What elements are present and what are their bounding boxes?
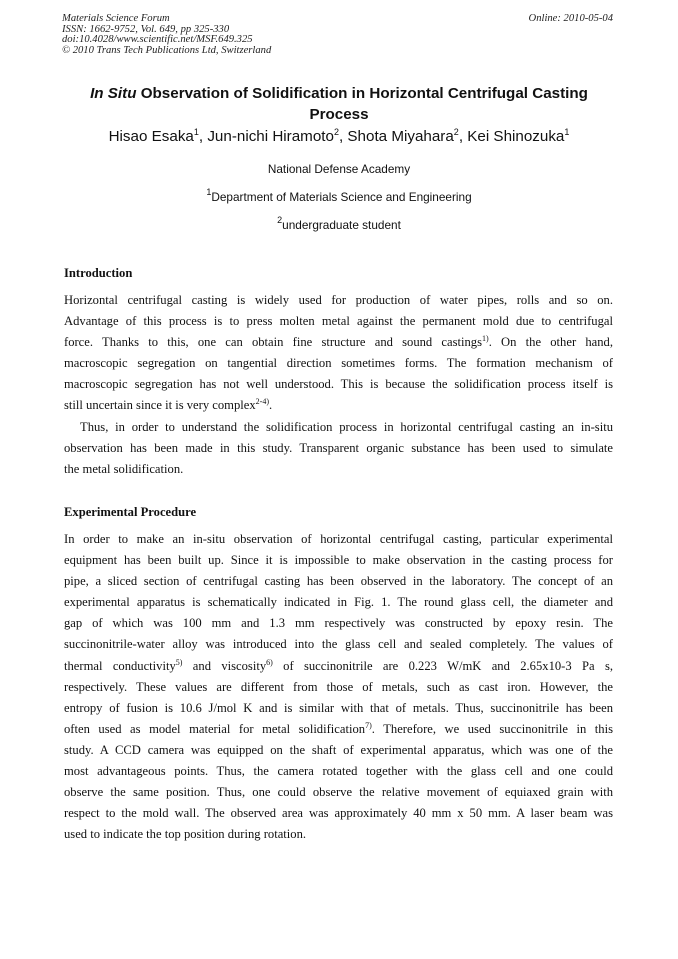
text-line: Horizontal centrifugal casting is widely used for production of water pipes, rolls and so on.	[64, 293, 613, 307]
student-note: undergraduate student	[282, 218, 401, 232]
affiliation-student	[40, 215, 638, 232]
author-affiliation-mark: 1	[564, 127, 570, 137]
text-line: gap of which was 100 mm and 1.3 mm respectively was constructed by epoxy resin. The	[64, 616, 613, 631]
text-line: most advantageous points. Thus, the camera rotated together with the glass cell and one could	[64, 764, 613, 779]
title-italic: In Situ	[90, 85, 137, 102]
journal-name: Materials Science Forum	[62, 13, 170, 24]
experimental-paragraph	[64, 529, 613, 845]
affiliation-department	[40, 187, 638, 204]
text-line: force. Thanks to this, one can obtain fine structure and sound castings$^{1)}$. On the other hand,	[64, 334, 613, 350]
author-affiliation-mark: 2	[333, 127, 339, 137]
author-name: Jun-nichi Hiramoto	[207, 128, 334, 145]
affiliation-mark: 2	[277, 215, 283, 225]
text-line: pipe, a sliced section of centrifugal casting has been observed in the laboratory. The concept of an	[64, 574, 613, 589]
text-line: Advantage of this process is to press molten metal against the permanent mold due to centrifugal	[64, 314, 613, 329]
author-name: Kei Shinozuka	[467, 128, 565, 145]
text-line: equipment has been built up. Since it is impossible to make observation in the casting process for	[64, 553, 613, 568]
citation-ref: 2-4)	[255, 397, 269, 407]
citation-ref: 1)	[482, 334, 489, 344]
online-date: Online: 2010-05-04	[528, 13, 613, 24]
text-line: observation has been made in this study. Transparent organic substance has been used to simulate	[64, 441, 613, 456]
paper-title	[40, 83, 638, 125]
text-line: macroscopic segregation on tangential direction sometimes forms. The formation mechanism of	[64, 356, 613, 371]
text-line: respect to the mold wall. The observed area was approximately 40 mm x 50 mm. A laser beam was	[64, 806, 613, 821]
affiliation-institution: National Defense Academy	[267, 162, 411, 176]
text-line: Thus, in order to understand the solidification process in horizontal centrifugal casting an in-situ	[80, 420, 613, 434]
author-list: Hisao Esaka$^1$, Jun-nichi Hiramoto$^2$, Shota Miyahara$^2$, Kei Shinozuka$^1$	[108, 127, 570, 145]
text-line: the metal solidification.	[64, 462, 184, 477]
journal-copyright: © 2010 Trans Tech Publications Ltd, Switzerland	[62, 44, 272, 56]
text-line: still uncertain since it is very complex$^{2-4)}$.	[64, 397, 273, 413]
section-heading-introduction: Introduction	[64, 266, 133, 280]
section-heading-experimental: Experimental Procedure	[64, 505, 197, 519]
text-line: experimental apparatus is schematically indicated in Fig. 1. The round glass cell, the diameter and	[64, 595, 613, 610]
affiliation-mark: 1	[206, 187, 212, 197]
text-line: In order to make an in-situ observation of horizontal centrifugal casting, particular experimental	[64, 532, 613, 546]
text-line: used to indicate the top position during rotation.	[64, 827, 307, 842]
author-affiliation-mark: 1	[193, 127, 199, 137]
citation-ref: 7)	[365, 720, 372, 730]
text-line: study. A CCD camera was equipped on the shaft of experimental apparatus, which was one of the	[64, 742, 613, 757]
journal-doi: doi:10.4028/www.scientific.net/MSF.649.325	[62, 34, 253, 46]
department-name: Department of Materials Science and Engineering	[211, 190, 472, 204]
text-line: macroscopic segregation has not well understood. This is because the solidification process itself is	[64, 377, 613, 392]
text-line: succinonitrile-water alloy was introduced into the glass cell and sealed completely. The values of	[64, 637, 613, 652]
citation-ref: 6)	[266, 657, 273, 667]
journal-header	[62, 14, 271, 56]
intro-paragraph-1	[64, 290, 613, 417]
journal-issn: ISSN: 1662-9752, Vol. 649, pp 325-330	[62, 23, 230, 35]
text-line: entropy of fusion is 10.6 J/mol K and is similar with that of metals. Thus, succinonitrile has been	[64, 700, 613, 715]
title-line1: Observation of Solidification in Horizontal Centrifugal Casting	[136, 85, 588, 102]
title-line2: Process	[309, 106, 369, 123]
intro-paragraph-2	[64, 417, 613, 480]
author-affiliation-mark: 2	[453, 127, 459, 137]
author-name: Shota Miyahara	[347, 128, 454, 145]
author-name: Hisao Esaka	[108, 128, 194, 145]
citation-ref: 5)	[175, 657, 183, 667]
text-line: observe the same position. Thus, one could observe the relative movement of equiaxed grain with	[64, 785, 613, 800]
text-line: thermal conductivity$^{5)}$ and viscosity$^{6)}$ of succinonitrile are 0.223 W/mK and 2.65x10-3 Pa s,	[64, 657, 613, 673]
text-line: often used as model material for metal solidification$^{7)}$. Therefore, we used succinonitrile in this	[64, 720, 613, 736]
text-line: respectively. These values are different from those of metals, such as cast iron. However, the	[64, 679, 613, 694]
